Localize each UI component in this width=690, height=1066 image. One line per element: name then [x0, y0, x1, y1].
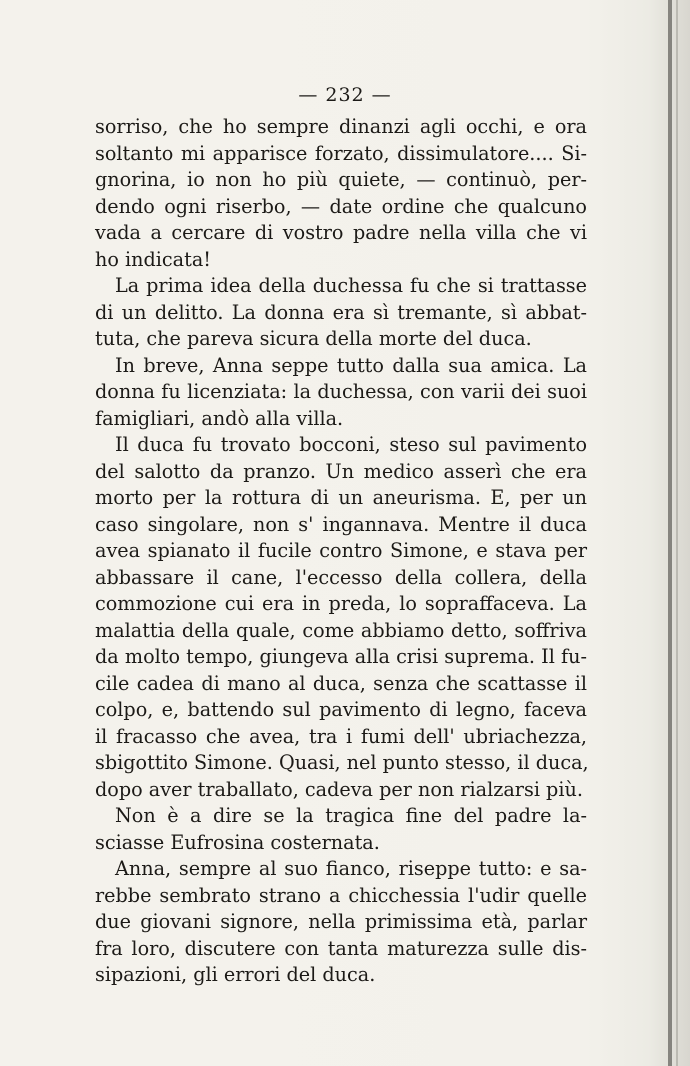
text-line: avea spianato il fucile contro Simone, e stava per	[95, 539, 587, 562]
text-line: il fracasso che avea, tra i fumi dell' ubriachezza,	[95, 724, 587, 748]
text-line: di un delitto. La donna era sì tremante, sì abbat-	[95, 300, 587, 324]
body-text	[95, 114, 587, 989]
text-line: rebbe sembrato strano a chicchessia l'udir quelle	[95, 883, 587, 907]
text-line: soltanto mi apparisce forzato, dissimulatore.... Si-	[95, 141, 587, 165]
text-line: ho indicata!	[95, 247, 211, 271]
text-line: famigliari, andò alla villa.	[95, 406, 344, 430]
text-line: dendo ogni riserbo, — date ordine che qualcuno	[95, 194, 587, 218]
text-line: colpo, e, battendo sul pavimento di legno, faceva	[95, 698, 587, 721]
text-line: da molto tempo, giungeva alla crisi suprema. Il fu-	[95, 645, 587, 668]
text-line: La prima idea della duchessa fu che si trattasse	[115, 274, 587, 297]
text-line: sorriso, che ho sempre dinanzi agli occhi, e ora	[95, 115, 587, 138]
text-line: dopo aver traballato, cadeva per non rialzarsi più.	[95, 777, 583, 801]
text-line: donna fu licenziata: la duchessa, con varii dei suoi	[95, 380, 587, 403]
text-line: tuta, che pareva sicura della morte del duca.	[95, 327, 532, 350]
text-line: vada a cercare di vostro padre nella villa che vi	[95, 221, 587, 244]
text-line: caso singolare, non s' ingannava. Mentre il duca	[95, 512, 587, 536]
page-binding-shadow	[676, 0, 678, 1066]
text-line: In breve, Anna seppe tutto dalla sua amica. La	[115, 353, 587, 377]
page-binding-edge	[668, 0, 672, 1066]
text-line: sipazioni, gli errori del duca.	[95, 963, 376, 986]
text-line: malattia della quale, come abbiamo detto, soffriva	[95, 618, 587, 642]
text-line: sbigottito Simone. Quasi, nel punto stesso, il duca,	[95, 751, 589, 774]
text-line: Non è a dire se la tragica fine del padre la-	[115, 804, 587, 827]
text-line: gnorina, io non ho più quiete, — continuò, per-	[95, 168, 587, 191]
text-line: Il duca fu trovato bocconi, steso sul pavimento	[115, 433, 587, 456]
text-line: due giovani signore, nella primissima età, parlar	[95, 910, 587, 933]
text-line: Anna, sempre al suo fianco, riseppe tutto: e sa-	[115, 857, 587, 880]
text-line: cile cadea di mano al duca, senza che scattasse il	[95, 671, 587, 695]
text-line: commozione cui era in preda, lo sopraffaceva. La	[95, 592, 587, 615]
page-number: — 232 —	[298, 84, 392, 106]
text-line: del salotto da pranzo. Un medico asserì che era	[95, 459, 587, 483]
text-line: morto per la rottura di un aneurisma. E, per un	[95, 486, 587, 509]
text-line: sciasse Eufrosina costernata.	[95, 830, 380, 854]
text-line: abbassare il cane, l'eccesso della collera, della	[95, 565, 587, 589]
text-line: fra loro, discutere con tanta maturezza sulle dis-	[95, 936, 587, 960]
